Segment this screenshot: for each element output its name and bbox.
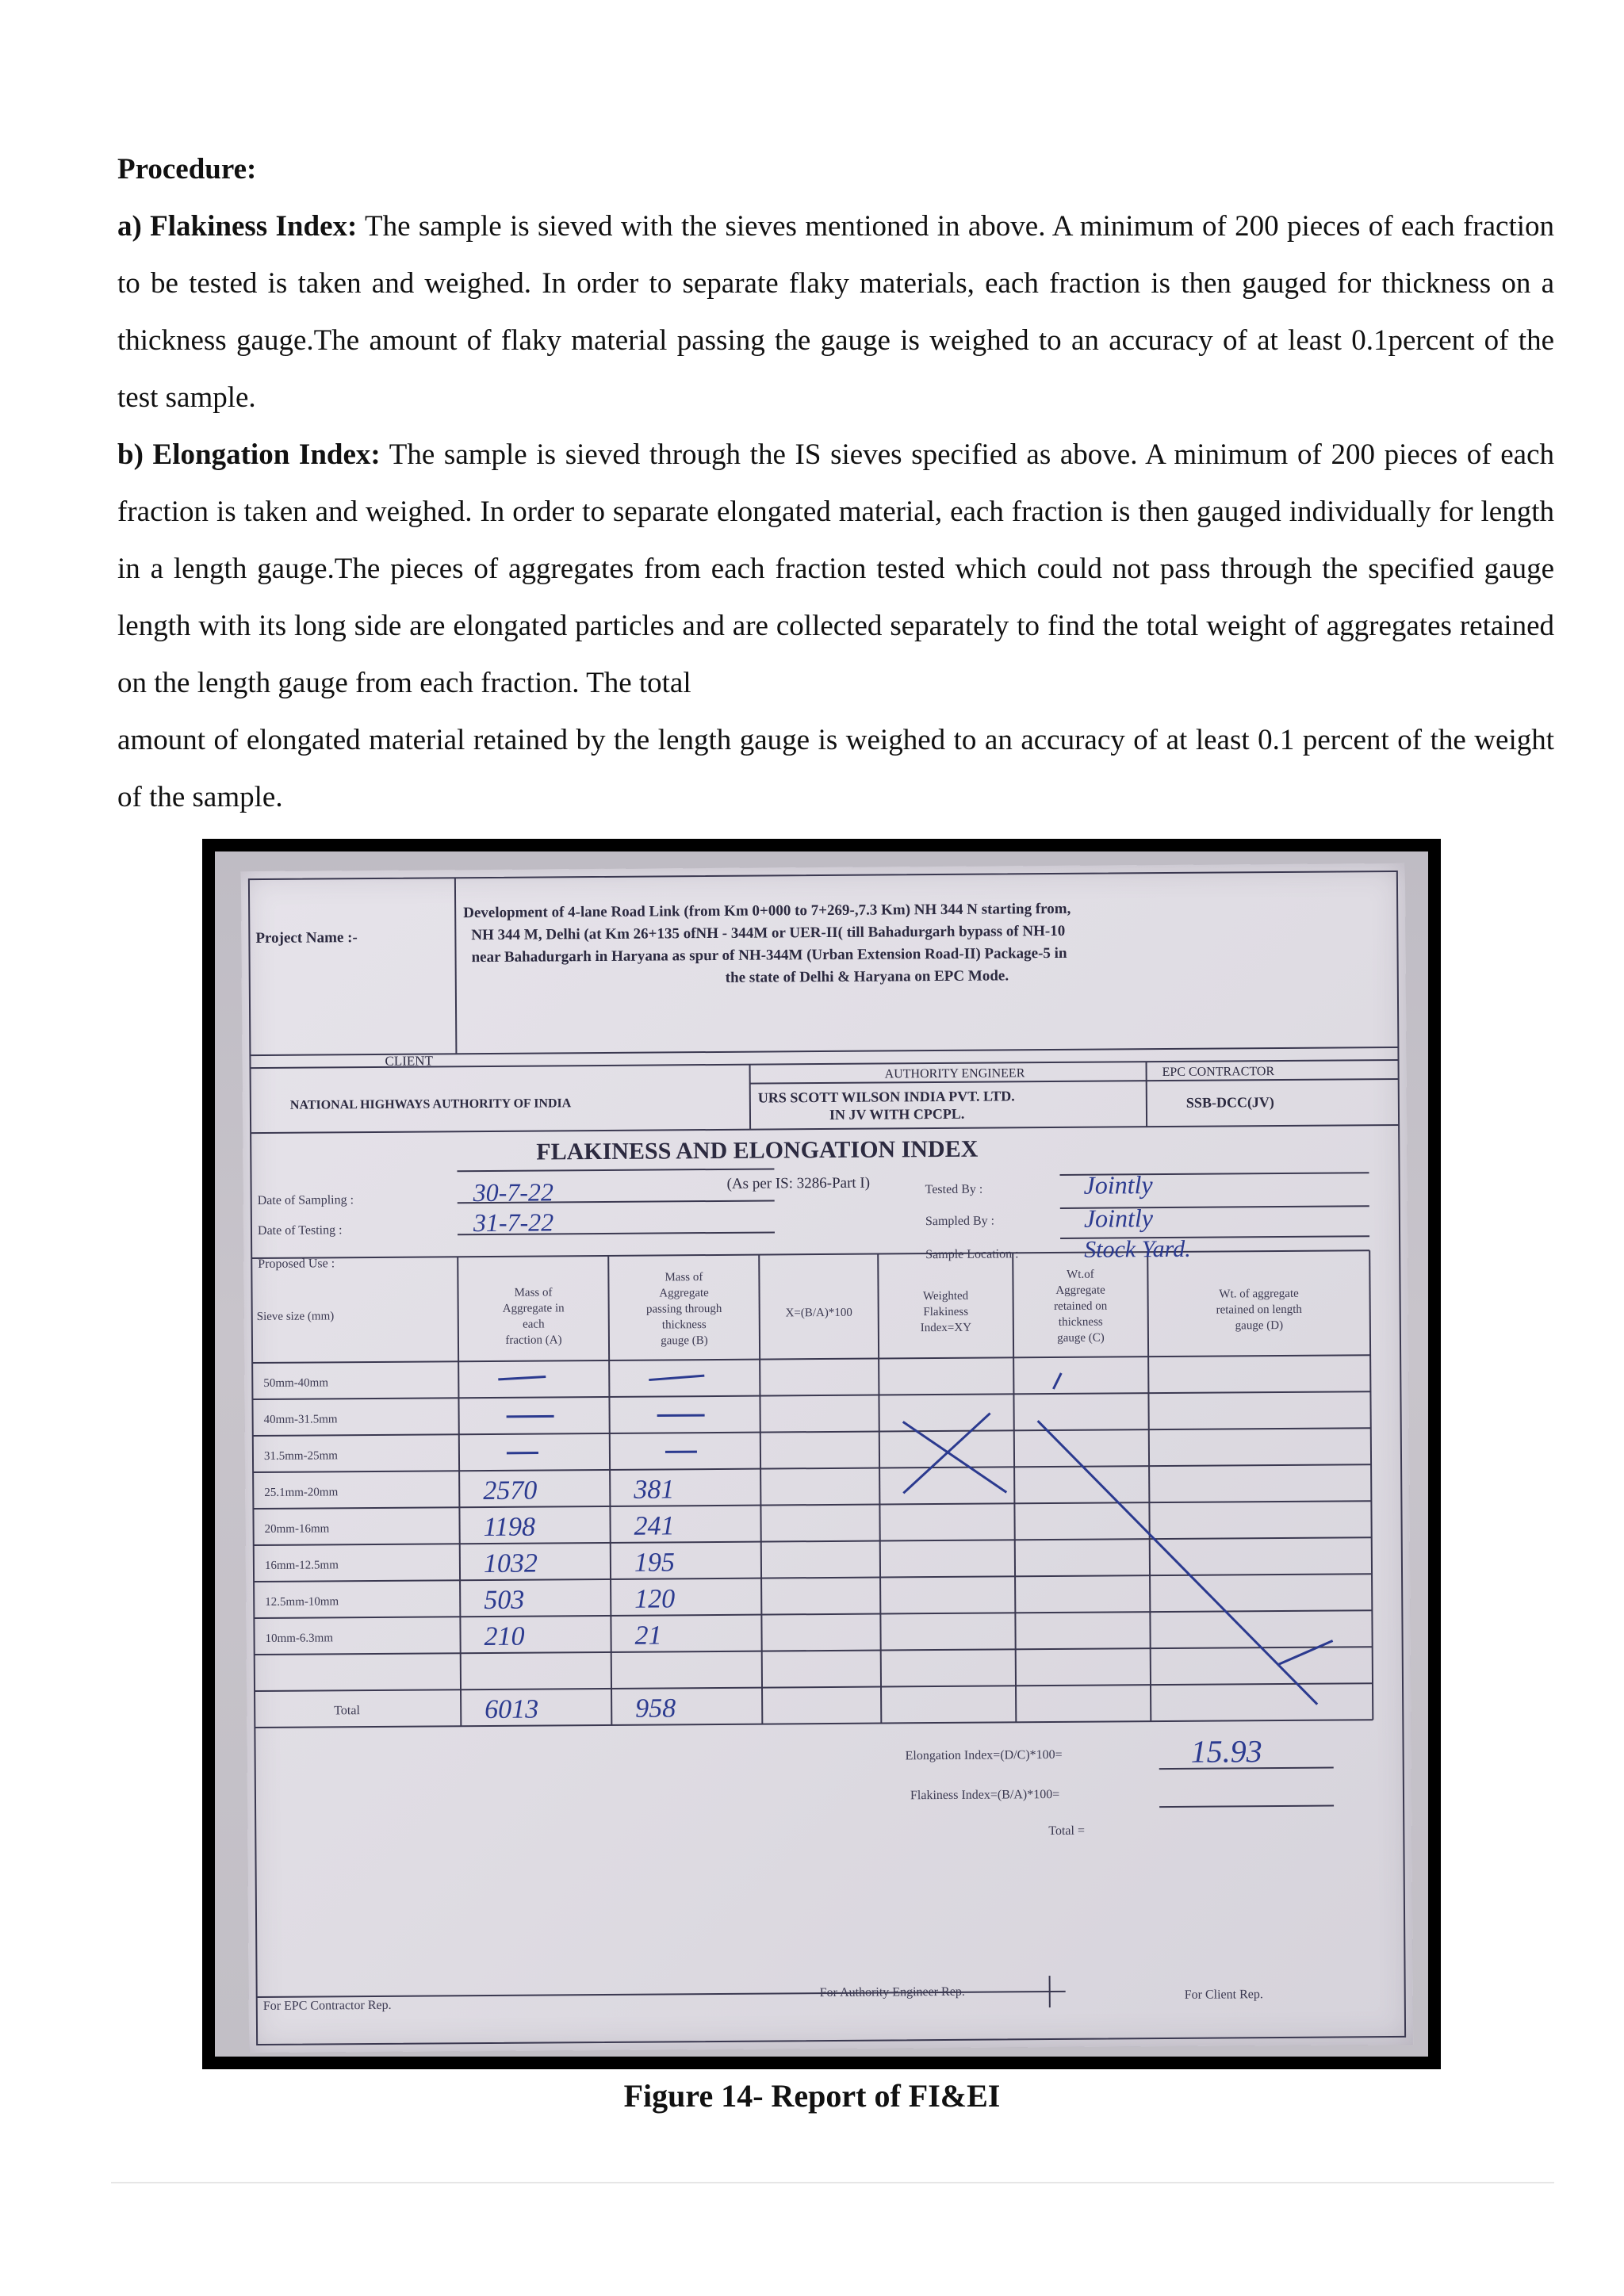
table-row: 20mm-16mm	[264, 1522, 330, 1536]
total-formula-label: Total =	[1048, 1823, 1086, 1839]
cell-b-20mm: 241	[634, 1511, 675, 1541]
col-weighted-header	[920, 1290, 971, 1334]
svg-text:each: each	[523, 1318, 545, 1331]
col-mass-a-header	[503, 1286, 565, 1347]
cell-total-b: 958	[635, 1693, 676, 1724]
svg-text:fraction (A): fraction (A)	[505, 1334, 562, 1347]
svg-text:Wt.of: Wt.of	[1067, 1268, 1094, 1281]
svg-text:gauge (D): gauge (D)	[1235, 1318, 1284, 1333]
cell-a-12mm: 503	[484, 1585, 525, 1616]
epc-name: SSB-DCC(JV)	[1185, 1094, 1274, 1111]
project-line-2: NH 344 M, Delhi (at Km 26+135 ofNH - 344M or UER-II( till Bahadurgarh bypass of NH-10	[471, 922, 1066, 944]
svg-text:Weighted: Weighted	[922, 1289, 969, 1303]
date-sampling-value: 30-7-22	[473, 1177, 554, 1207]
table-row: 31.5mm-25mm	[263, 1449, 338, 1463]
cell-b-25mm: 381	[634, 1475, 675, 1505]
epc-label: EPC CONTRACTOR	[1162, 1065, 1275, 1080]
elongation-label: b) Elongation Index:	[117, 438, 381, 471]
sieve-rows	[263, 1376, 360, 1718]
table-row: 50mm-40mm	[263, 1376, 329, 1390]
elongation-text: The sample is sieved through the IS sieves specified as above. A minimum of 200 pieces of each fraction is taken and weighed. In order to separate elongated material, each fraction is then gauged individually for length in a length gauge.The pieces of aggregates from each fraction tested which could not pass through the specified gauge length with its long side are elongated particles and are collected separately to find the total weight of aggregates retained on the length gauge from each fraction. The total	[117, 438, 1555, 699]
svg-text:Aggregate: Aggregate	[1055, 1284, 1105, 1297]
col-sieve-header: Sieve size (mm)	[256, 1310, 335, 1324]
flakiness-label: a) Flakiness Index:	[117, 210, 358, 243]
form-subtitle: (As per IS: 3286-Part I)	[726, 1174, 871, 1192]
project-label: Project Name :-	[255, 929, 358, 947]
sign-authority: For Authority Engineer Rep.	[819, 1984, 965, 2000]
client-label: CLIENT	[385, 1053, 433, 1069]
table-row: 16mm-12.5mm	[264, 1559, 339, 1572]
handwritten-values	[483, 1475, 676, 1724]
project-line-1: Development of 4-lane Road Link (from Km 0+000 to 7+269-,7.3 Km) NH 344 N starting from,	[463, 900, 1071, 922]
cell-a-25mm: 2570	[483, 1475, 538, 1506]
sampled-by-value: Jointly	[1083, 1203, 1154, 1233]
total-label: Total	[334, 1704, 360, 1718]
table-row: 10mm-6.3mm	[265, 1632, 334, 1645]
sample-location-label: Sample Location :	[925, 1247, 1019, 1262]
figure-frame	[202, 839, 1441, 2069]
cell-b-10mm: 21	[634, 1621, 662, 1651]
table-row: 12.5mm-10mm	[265, 1595, 339, 1609]
svg-text:Aggregate in: Aggregate in	[502, 1302, 565, 1315]
authority-name-1: URS SCOTT WILSON INDIA PVT. LTD.	[757, 1088, 1015, 1106]
authority-label: AUTHORITY ENGINEER	[884, 1066, 1025, 1081]
col-wt-c-header	[1054, 1269, 1108, 1345]
svg-text:Index=XY: Index=XY	[920, 1321, 972, 1335]
svg-text:Aggregate: Aggregate	[659, 1287, 709, 1300]
svg-text:Mass of: Mass of	[514, 1286, 553, 1299]
col-mass-b-header	[646, 1271, 723, 1348]
client-name: NATIONAL HIGHWAYS AUTHORITY OF INDIA	[289, 1096, 572, 1112]
elongation-index-value: 15.93	[1190, 1733, 1262, 1770]
col-x-header: X=(B/A)*100	[785, 1306, 852, 1320]
proposed-use-label: Proposed Use :	[258, 1257, 335, 1272]
sample-location-value: Stock Yard.	[1084, 1235, 1191, 1263]
svg-text:passing through: passing through	[645, 1302, 722, 1316]
flakiness-paragraph	[117, 198, 1554, 427]
cell-total-a: 6013	[485, 1694, 539, 1725]
footer-divider	[111, 2182, 1554, 2183]
svg-text:thickness: thickness	[661, 1318, 707, 1332]
svg-text:retained on: retained on	[1054, 1299, 1108, 1313]
report-sheet	[241, 863, 1413, 2053]
sampled-by-label: Sampled By :	[925, 1214, 995, 1229]
form-title: FLAKINESS AND ELONGATION INDEX	[536, 1135, 979, 1165]
svg-text:Mass of: Mass of	[665, 1271, 703, 1284]
svg-text:gauge (C): gauge (C)	[1057, 1331, 1105, 1345]
tested-by-value: Jointly	[1083, 1170, 1153, 1200]
cell-b-12mm: 120	[634, 1584, 676, 1614]
date-testing-value: 31-7-22	[473, 1207, 554, 1238]
table-row: 25.1mm-20mm	[264, 1486, 339, 1499]
procedure-heading: Procedure:	[117, 153, 257, 186]
col-wt-d-header	[1216, 1288, 1302, 1333]
cell-a-10mm: 210	[484, 1621, 525, 1652]
elongation-paragraph	[117, 427, 1554, 712]
report-photo	[215, 851, 1428, 2057]
svg-text:Flakiness: Flakiness	[923, 1305, 969, 1319]
project-line-4: the state of Delhi & Haryana on EPC Mode.	[725, 967, 1009, 986]
table-row: 40mm-31.5mm	[263, 1413, 338, 1426]
flakiness-text: The sample is sieved with the sieves mentioned in above. A minimum of 200 pieces of each fraction to be tested is taken and weighed. In order to separate flaky materials, each fraction is then gauged for thickness on a thickness gauge.The amount of flaky material passing the gauge is weighed to an accuracy of at least 0.1percent of the test sample.	[117, 210, 1555, 414]
date-testing-label: Date of Testing :	[257, 1223, 343, 1238]
report-form-svg	[241, 863, 1413, 2053]
authority-name-2: IN JV WITH CPCPL.	[829, 1105, 965, 1123]
svg-text:retained on length: retained on length	[1216, 1303, 1302, 1317]
elongation-index-label: Elongation Index=(D/C)*100=	[905, 1747, 1063, 1763]
svg-text:thickness: thickness	[1058, 1315, 1103, 1329]
tested-by-label: Tested By :	[925, 1182, 983, 1197]
flakiness-index-label: Flakiness Index=(B/A)*100=	[910, 1787, 1060, 1803]
date-sampling-label: Date of Sampling :	[257, 1193, 354, 1208]
sign-epc: For EPC Contractor Rep.	[262, 1998, 392, 2013]
svg-text:Wt. of aggregate: Wt. of aggregate	[1219, 1287, 1299, 1301]
project-line-3: near Bahadurgarh in Haryana as spur of NH-344M (Urban Extension Road-II) Package-5 in	[471, 944, 1067, 966]
procedure-section	[117, 141, 1554, 826]
cell-a-20mm: 1198	[483, 1512, 536, 1543]
svg-text:gauge (B): gauge (B)	[661, 1334, 708, 1348]
cell-b-16mm: 195	[634, 1548, 676, 1578]
sign-client: For Client Rep.	[1184, 1988, 1263, 2002]
cell-a-16mm: 1032	[483, 1548, 538, 1579]
figure-caption: Figure 14- Report of FI&EI	[623, 2078, 1001, 2114]
elongation-paragraph-cont: amount of elongated material retained by the length gauge is weighed to an accuracy of at least 0.1 percent of the weight of the sample.	[117, 724, 1554, 813]
